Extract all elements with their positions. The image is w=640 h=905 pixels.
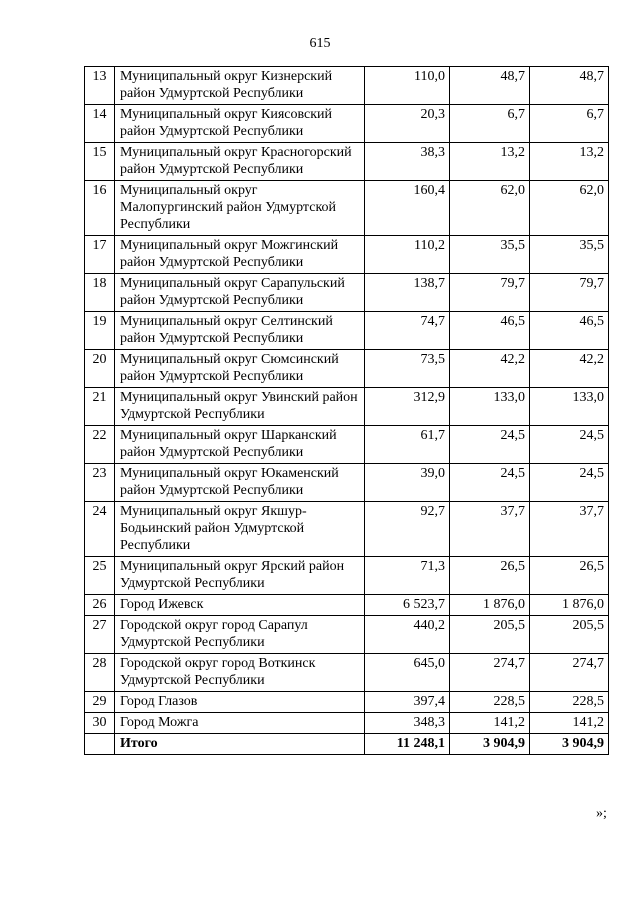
- allocation-table: [84, 66, 609, 755]
- municipality-name: Городской округ город Сарапул Удмуртской Республики: [115, 616, 365, 654]
- value-column-3: 35,5: [530, 236, 609, 274]
- total-municipality-name: Итого: [115, 734, 365, 755]
- table-row: [85, 181, 609, 236]
- table-body: [85, 67, 609, 755]
- municipality-name: Муниципальный округ Кизнерский район Удмуртской Республики: [115, 67, 365, 105]
- row-number: 14: [85, 105, 115, 143]
- municipality-name: Город Ижевск: [115, 595, 365, 616]
- row-number: 15: [85, 143, 115, 181]
- total-value-column-2: 3 904,9: [450, 734, 530, 755]
- table-row: [85, 654, 609, 692]
- page-number: 615: [309, 36, 331, 51]
- value-column-3: 1 876,0: [530, 595, 609, 616]
- row-number: 18: [85, 274, 115, 312]
- value-column-2: 48,7: [450, 67, 530, 105]
- table-row: [85, 557, 609, 595]
- value-column-3: 48,7: [530, 67, 609, 105]
- municipality-name: Муниципальный округ Юкаменский район Удмуртской Республики: [115, 464, 365, 502]
- table-row: [85, 464, 609, 502]
- row-number: 24: [85, 502, 115, 557]
- table-row: [85, 350, 609, 388]
- value-column-1: 138,7: [365, 274, 450, 312]
- total-row: [85, 734, 609, 755]
- value-column-3: 6,7: [530, 105, 609, 143]
- value-column-2: 26,5: [450, 557, 530, 595]
- row-number: 13: [85, 67, 115, 105]
- municipality-name: Муниципальный округ Ярский район Удмуртской Республики: [115, 557, 365, 595]
- total-value-column-1: 11 248,1: [365, 734, 450, 755]
- row-number: 26: [85, 595, 115, 616]
- value-column-2: 274,7: [450, 654, 530, 692]
- row-number: 27: [85, 616, 115, 654]
- row-number: 25: [85, 557, 115, 595]
- table-row: [85, 274, 609, 312]
- value-column-3: 24,5: [530, 426, 609, 464]
- closing-quote-mark: »;: [596, 806, 607, 821]
- row-number: 16: [85, 181, 115, 236]
- row-number: 20: [85, 350, 115, 388]
- row-number: 29: [85, 692, 115, 713]
- value-column-1: 348,3: [365, 713, 450, 734]
- municipality-name: Город Можга: [115, 713, 365, 734]
- table-row: [85, 388, 609, 426]
- value-column-1: 61,7: [365, 426, 450, 464]
- value-column-2: 13,2: [450, 143, 530, 181]
- row-number: 22: [85, 426, 115, 464]
- value-column-3: 79,7: [530, 274, 609, 312]
- row-number: 28: [85, 654, 115, 692]
- value-column-3: 24,5: [530, 464, 609, 502]
- value-column-1: 440,2: [365, 616, 450, 654]
- value-column-2: 46,5: [450, 312, 530, 350]
- total-value-column-3: 3 904,9: [530, 734, 609, 755]
- value-column-1: 74,7: [365, 312, 450, 350]
- municipality-name: Муниципальный округ Красногорский район Удмуртской Республики: [115, 143, 365, 181]
- municipality-name: Муниципальный округ Шарканский район Удмуртской Республики: [115, 426, 365, 464]
- municipality-name: Муниципальный округ Сюмсинский район Удмуртской Республики: [115, 350, 365, 388]
- row-number: 23: [85, 464, 115, 502]
- table-row: [85, 713, 609, 734]
- value-column-2: 62,0: [450, 181, 530, 236]
- row-number: 30: [85, 713, 115, 734]
- municipality-name: Город Глазов: [115, 692, 365, 713]
- value-column-1: 20,3: [365, 105, 450, 143]
- table-row: [85, 426, 609, 464]
- table-row: [85, 616, 609, 654]
- row-number: 17: [85, 236, 115, 274]
- value-column-2: 1 876,0: [450, 595, 530, 616]
- value-column-1: 110,2: [365, 236, 450, 274]
- table-row: [85, 105, 609, 143]
- municipality-name: Муниципальный округ Киясовский район Удмуртской Республики: [115, 105, 365, 143]
- table-row: [85, 312, 609, 350]
- value-column-1: 312,9: [365, 388, 450, 426]
- value-column-3: 42,2: [530, 350, 609, 388]
- value-column-1: 71,3: [365, 557, 450, 595]
- value-column-2: 35,5: [450, 236, 530, 274]
- total-row-number: [85, 734, 115, 755]
- value-column-1: 38,3: [365, 143, 450, 181]
- value-column-3: 37,7: [530, 502, 609, 557]
- value-column-1: 92,7: [365, 502, 450, 557]
- table-row: [85, 692, 609, 713]
- value-column-1: 73,5: [365, 350, 450, 388]
- value-column-1: 160,4: [365, 181, 450, 236]
- value-column-2: 24,5: [450, 464, 530, 502]
- value-column-1: 645,0: [365, 654, 450, 692]
- municipality-name: Муниципальный округ Якшур-Бодьинский район Удмуртской Республики: [115, 502, 365, 557]
- table-row: [85, 236, 609, 274]
- row-number: 19: [85, 312, 115, 350]
- value-column-3: 141,2: [530, 713, 609, 734]
- municipality-name: Муниципальный округ Увинский район Удмуртской Республики: [115, 388, 365, 426]
- table-row: [85, 143, 609, 181]
- value-column-1: 110,0: [365, 67, 450, 105]
- value-column-3: 205,5: [530, 616, 609, 654]
- value-column-3: 13,2: [530, 143, 609, 181]
- value-column-2: 133,0: [450, 388, 530, 426]
- value-column-2: 24,5: [450, 426, 530, 464]
- value-column-3: 62,0: [530, 181, 609, 236]
- value-column-2: 37,7: [450, 502, 530, 557]
- value-column-1: 6 523,7: [365, 595, 450, 616]
- value-column-3: 228,5: [530, 692, 609, 713]
- value-column-3: 26,5: [530, 557, 609, 595]
- municipality-name: Муниципальный округ Сарапульский район Удмуртской Республики: [115, 274, 365, 312]
- row-number: 21: [85, 388, 115, 426]
- value-column-2: 79,7: [450, 274, 530, 312]
- table-row: [85, 595, 609, 616]
- value-column-1: 397,4: [365, 692, 450, 713]
- municipality-name: Муниципальный округ Можгинский район Удмуртской Республики: [115, 236, 365, 274]
- value-column-3: 274,7: [530, 654, 609, 692]
- value-column-1: 39,0: [365, 464, 450, 502]
- value-column-2: 6,7: [450, 105, 530, 143]
- value-column-2: 205,5: [450, 616, 530, 654]
- municipality-name: Муниципальный округ Малопургинский район Удмуртской Республики: [115, 181, 365, 236]
- value-column-2: 228,5: [450, 692, 530, 713]
- municipality-name: Городской округ город Воткинск Удмуртской Республики: [115, 654, 365, 692]
- value-column-2: 42,2: [450, 350, 530, 388]
- value-column-3: 133,0: [530, 388, 609, 426]
- value-column-3: 46,5: [530, 312, 609, 350]
- table-row: [85, 67, 609, 105]
- table-row: [85, 502, 609, 557]
- municipality-name: Муниципальный округ Селтинский район Удмуртской Республики: [115, 312, 365, 350]
- value-column-2: 141,2: [450, 713, 530, 734]
